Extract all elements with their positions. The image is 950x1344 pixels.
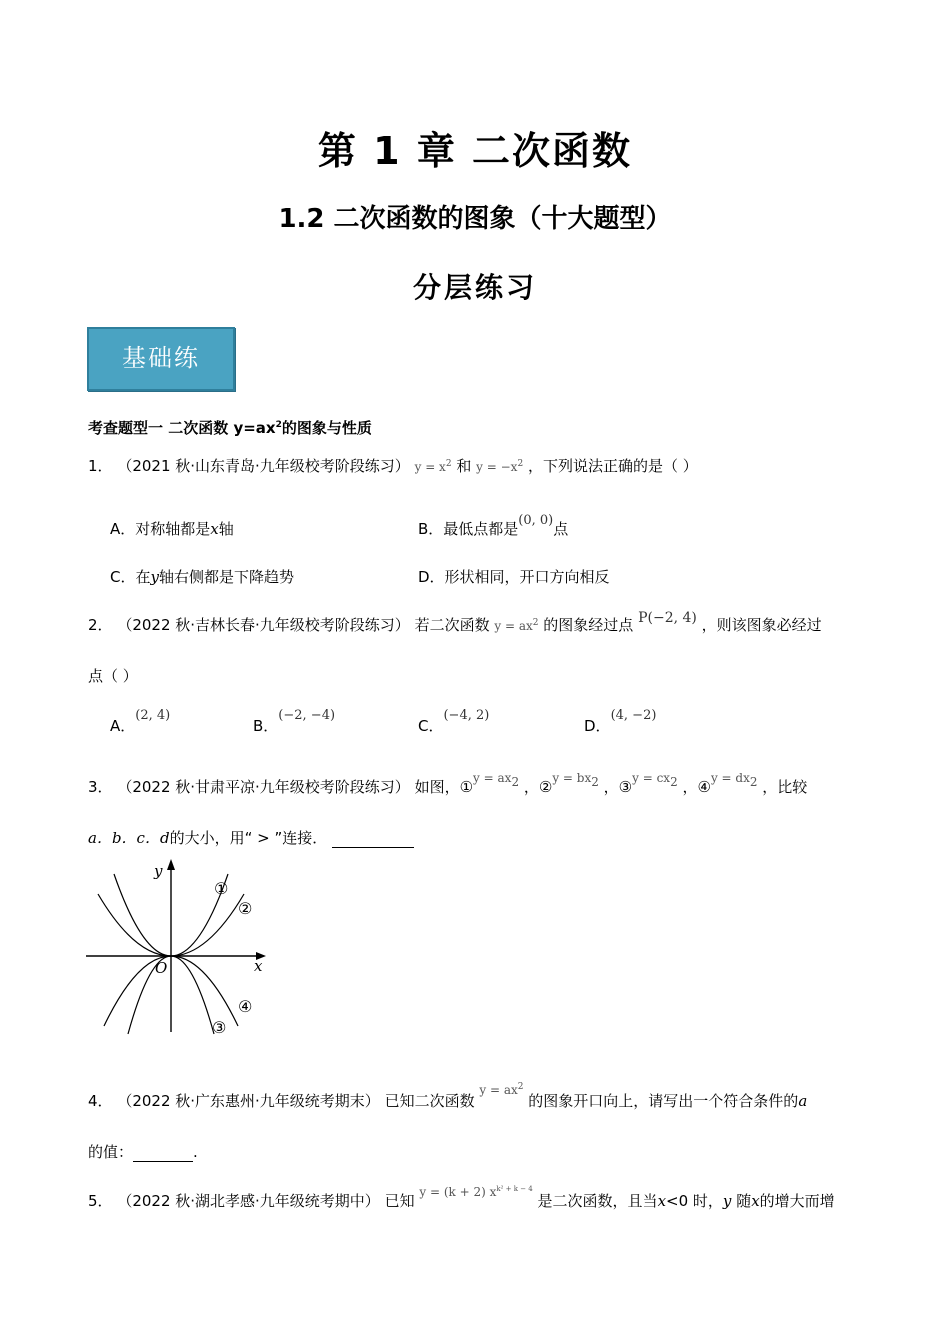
question-source: （2022 秋·吉林长春·九年级校考阶段练习） xyxy=(117,616,410,634)
curve-label-2: ② xyxy=(238,899,253,918)
question-2-stem-line2: 点（ ） xyxy=(88,667,138,685)
question-2-option-a: A．(2, 4) xyxy=(110,708,171,735)
question-source: （2022 秋·甘肃平凉·九年级校考阶段练习） xyxy=(117,778,410,796)
question-1-option-d: D．形状相同，开口方向相反 xyxy=(418,568,610,586)
level-badge xyxy=(87,327,235,391)
question-4-stem-line2: 的值： . xyxy=(88,1143,198,1161)
question-3-stem: 3． （2022 秋·甘肃平凉·九年级校考阶段练习） 如图，①$^{y = ax2}$ ，②$^{y = bx2}$ ，③$^{y = cx2}$ ，④$^{y = dx2}$ ，比较 xyxy=(88,771,808,796)
question-source: （2021 秋·山东青岛·九年级校考阶段练习） xyxy=(117,457,410,475)
y-axis-label: y xyxy=(154,862,163,880)
chapter-title: 第 1 章 二次函数 xyxy=(317,129,633,173)
x-axis-label: x xyxy=(254,957,263,975)
math-formula: $y = -x^2$ xyxy=(476,459,524,474)
question-stem-tail: ，下列说法正确的是（ ） xyxy=(527,457,698,475)
question-source: （2022 秋·湖北孝感·九年级统考期中） xyxy=(117,1192,380,1210)
question-number: 2． xyxy=(88,616,113,634)
question-1-option-a: A．对称轴都是x轴 xyxy=(110,520,234,538)
question-4-stem: 4． （2022 秋·广东惠州·九年级统考期末） 已知二次函数 $^{y = ax^2}$ 的图象开口向上，请写出一个符合条件的a xyxy=(88,1082,808,1110)
question-number: 1． xyxy=(88,457,113,475)
level-badge-label: 基础练 xyxy=(122,344,200,372)
section-title-sup: 2 xyxy=(275,420,282,430)
connector-text: 和 xyxy=(456,457,472,475)
question-1-option-c: C．在y轴右侧都是下降趋势 xyxy=(110,568,294,586)
math-formula: $y = ax^2$ xyxy=(494,618,539,633)
question-2-option-c: C．(−4, 2) xyxy=(418,708,490,735)
question-number: 3． xyxy=(88,778,113,796)
question-2-option-b: B．(−2, −4) xyxy=(253,708,336,735)
question-1-stem xyxy=(88,455,698,476)
answer-blank[interactable] xyxy=(133,1147,193,1162)
section-title-prefix: 考查题型一 二次函数 y=ax xyxy=(88,419,276,437)
practice-subtitle: 分层练习 xyxy=(412,271,537,304)
y-axis-arrow xyxy=(167,859,175,870)
section-title-suffix: 的图象与性质 xyxy=(281,419,372,437)
answer-blank[interactable] xyxy=(332,833,414,848)
lesson-title: 1.2 二次函数的图象（十大题型） xyxy=(278,204,672,234)
question-5-stem: 5． （2022 秋·湖北孝感·九年级统考期中） 已知 $^{y = (k + 2) x^{k^2 + k - 4}}$ 是二次函数，且当x<0 时，y 随x的增大而增 xyxy=(88,1185,835,1210)
question-source: （2022 秋·广东惠州·九年级统考期末） xyxy=(117,1092,380,1110)
question-number: 5． xyxy=(88,1192,113,1210)
section-title xyxy=(88,417,372,438)
math-formula: $y = x^2$ xyxy=(414,459,452,474)
curve-label-3: ③ xyxy=(212,1018,227,1037)
question-2-option-d: D．(4, −2) xyxy=(584,708,657,735)
math-formula: y = ax2 xyxy=(479,1082,524,1097)
math-formula: y = (k + 2) xk² + k − 4 xyxy=(419,1185,533,1199)
math-point: P(−2, 4) xyxy=(638,610,697,626)
parabola-figure xyxy=(84,856,274,1040)
question-number: 4． xyxy=(88,1092,113,1110)
curve-label-4: ④ xyxy=(238,997,253,1016)
question-3-stem-line2: a．b．c．d的大小，用“ > ”连接． xyxy=(88,827,414,848)
origin-label: O xyxy=(155,959,168,977)
question-2-stem: 2． （2022 秋·吉林长春·九年级校考阶段练习） 若二次函数 $y = ax^2$ 的图象经过点 P(−2, 4) ，则该图象必经过 xyxy=(88,610,822,634)
question-1-option-b: B．最低点都是(0, 0)点 xyxy=(418,513,569,538)
curve-label-1: ① xyxy=(214,879,229,898)
